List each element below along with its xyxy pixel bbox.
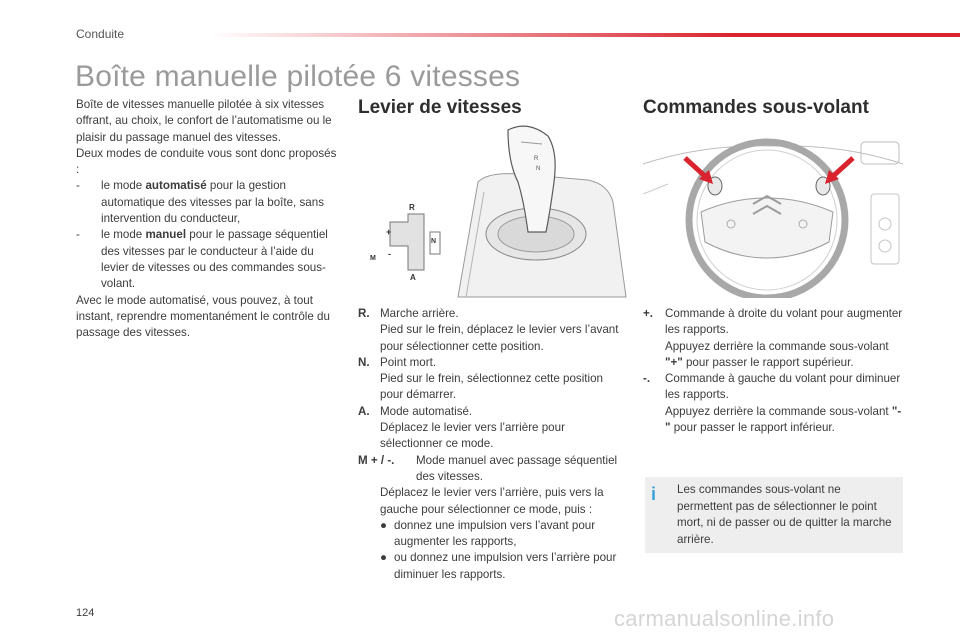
page-number: 124: [76, 607, 95, 619]
lever-row: R. Marche arrière.: [358, 307, 459, 320]
gate-label-r: R: [409, 203, 415, 212]
svg-text:R: R: [534, 156, 539, 162]
lever-description: [358, 306, 626, 583]
steering-wheel-illustration: [643, 134, 903, 298]
page-title: Boîte manuelle pilotée 6 vitesses: [75, 60, 521, 93]
lever-row-manual: M + / -. Mode manuel avec passage séquentiel des vitesses.: [358, 453, 618, 483]
lever-bullet: ● donnez une impulsion vers l’avant pour augmenter les rapports,: [380, 518, 596, 549]
gate-label-m: M: [370, 255, 376, 262]
paddles-heading: Commandes sous-volant: [643, 97, 869, 118]
intro-paragraph-1: Boîte de vitesses manuelle pilotée à six vitesses offrant, au choix, le confort de l’automatisme ou le plaisir du passage manuel des vitesses.: [76, 98, 332, 144]
mode-item-manual: - le mode manuel pour le passage séquentiel des vitesses par le conducteur à l’aide du levier de vitesses ou des commandes sous-volant.: [76, 228, 328, 291]
intro-paragraph-3: Avec le mode automatisé, vous pouvez, à tout instant, reprendre momentanément le contrôle du passage des vitesses.: [76, 293, 330, 340]
info-icon: i: [651, 484, 657, 504]
svg-text:N: N: [536, 166, 541, 172]
paddles-description: [643, 306, 905, 436]
lever-heading: Levier de vitesses: [358, 97, 522, 118]
lever-row: A. Mode automatisé.: [358, 404, 473, 418]
info-text: Les commandes sous-volant ne permettent pas de sélectionner le point mort, ni de passer ou de quitter la marche arrière.: [677, 483, 892, 546]
gate-label-n: N: [431, 238, 437, 245]
intro-paragraph-2: Deux modes de conduite vous sont donc proposés :: [76, 146, 337, 177]
shift-gate-diagram: [370, 203, 440, 282]
gate-label-minus: -: [388, 249, 391, 259]
lever-row: Pied sur le frein, sélectionnez cette position pour démarrer.: [380, 372, 603, 402]
paddle-plus: +. Commande à droite du volant pour augmenter les rapports.: [643, 307, 903, 337]
intro-text: [76, 97, 340, 341]
header-red-bar: [210, 33, 960, 37]
gate-label-a: A: [410, 273, 416, 282]
lever-row: Pied sur le frein, déplacez le levier vers l’avant pour sélectionner cette position.: [380, 323, 619, 353]
lever-row: Déplacez le levier vers l’arrière pour sélectionner ce mode.: [380, 421, 565, 451]
paddle-plus-step: Appuyez derrière la commande sous-volant "+" pour passer le rapport supérieur.: [665, 339, 889, 369]
lever-bullet: ● ou donnez une impulsion vers l’arrière pour diminuer les rapports.: [380, 551, 617, 581]
paddle-minus-step: Appuyez derrière la commande sous-volant "-" pour passer le rapport inférieur.: [665, 404, 902, 435]
mode-item-auto: - le mode automatisé pour la gestion automatique des vitesses par la boîte, sans intervention du conducteur,: [76, 179, 324, 226]
lever-row: N. Point mort.: [358, 355, 437, 369]
gear-lever-illustration: [358, 122, 628, 302]
section-label: Conduite: [76, 27, 125, 41]
watermark: carmanualsonline.info: [614, 606, 835, 631]
gate-label-plus: +: [386, 227, 392, 237]
lever-row-manual-step: Déplacez le levier vers l’arrière, puis vers la gauche pour sélectionner ce mode, puis :: [380, 486, 604, 516]
paddle-minus: -. Commande à gauche du volant pour diminuer les rapports.: [643, 372, 901, 402]
